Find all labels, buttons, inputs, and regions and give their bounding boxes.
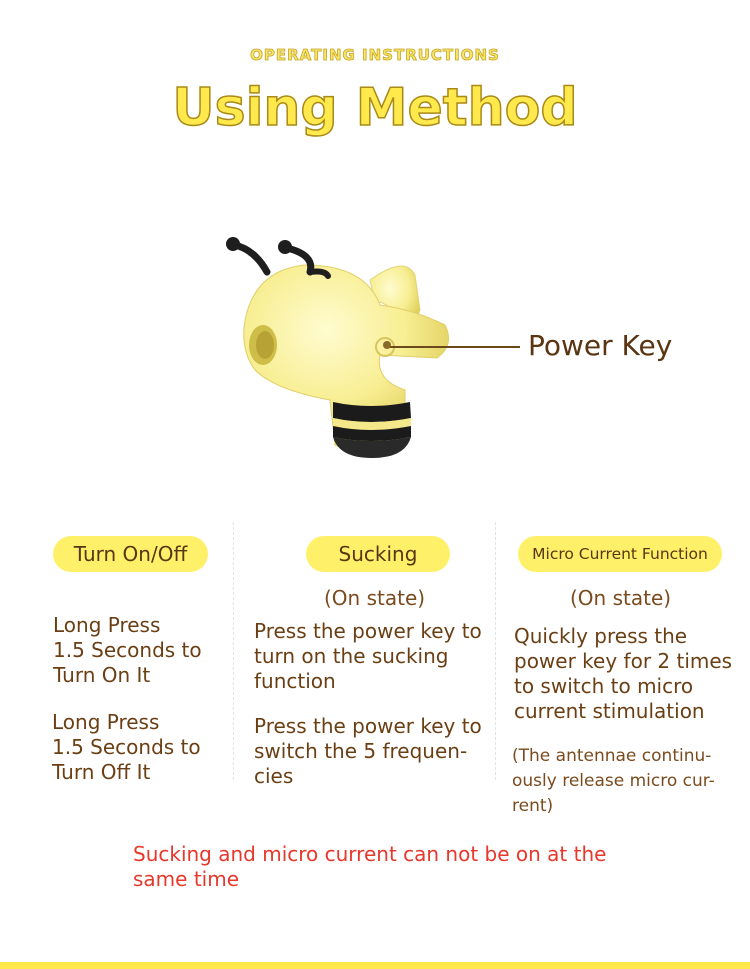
power-key-marker xyxy=(383,341,391,349)
sucking-instruction-1: Press the power key to turn on the sucking function xyxy=(254,619,482,693)
sucking-state: (On state) xyxy=(324,586,426,610)
turn-on-instruction: Long Press 1.5 Seconds to Turn On It xyxy=(53,613,202,687)
eyebrow-label: OPERATING INSTRUCTIONS xyxy=(250,46,500,64)
micro-current-state: (On state) xyxy=(570,586,672,610)
turn-off-instruction: Long Press 1.5 Seconds to Turn Off It xyxy=(52,710,201,784)
turn-on-off-pill: Turn On/Off xyxy=(53,536,208,572)
page-title: Using Method xyxy=(172,78,578,138)
column-divider xyxy=(495,522,496,780)
callout-line xyxy=(388,346,520,348)
micro-current-instruction: Quickly press the power key for 2 times to switch to micro current stimulation xyxy=(514,624,733,723)
power-key-label: Power Key xyxy=(528,329,673,362)
sucking-instruction-2: Press the power key to switch the 5 frequen- cies xyxy=(254,714,482,788)
product-image xyxy=(215,230,465,470)
micro-current-pill: Micro Current Function xyxy=(518,536,722,572)
micro-current-note: (The antennae continu- ously release micro cur- rent) xyxy=(512,746,715,816)
bottom-bar xyxy=(0,962,750,969)
sucking-pill: Sucking xyxy=(306,536,450,572)
column-divider xyxy=(233,522,234,780)
warning-text: Sucking and micro current can not be on at the same time xyxy=(133,842,607,891)
